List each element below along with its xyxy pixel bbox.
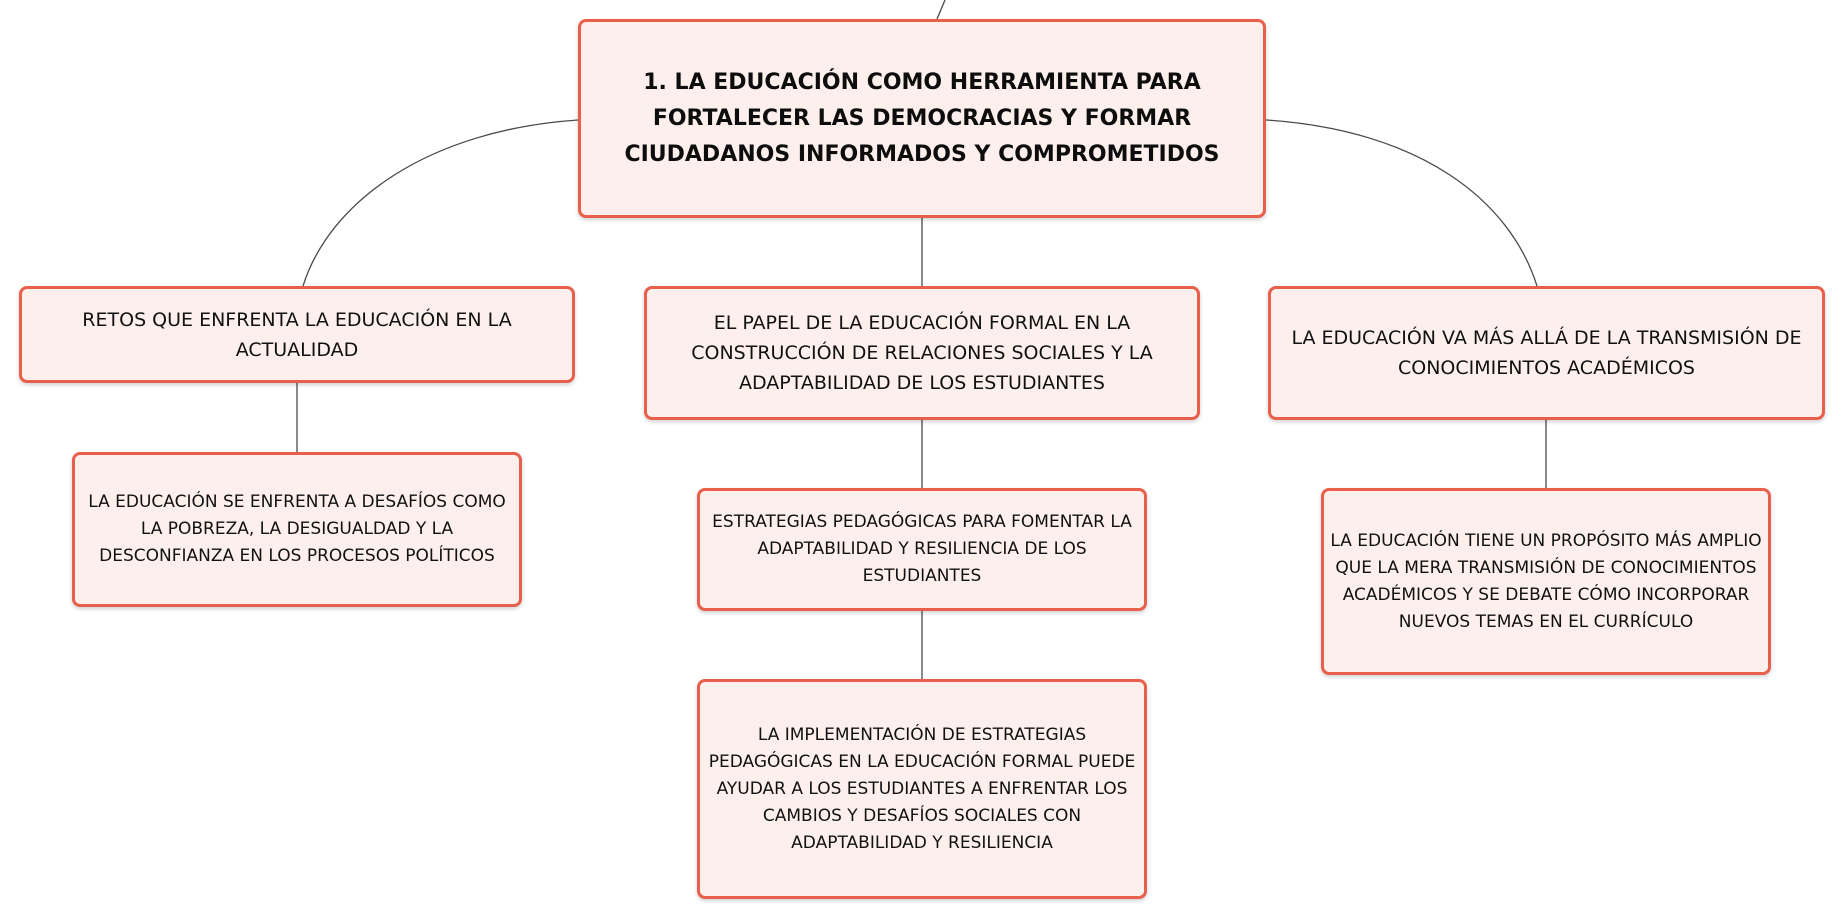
connector-root-parent: [937, 0, 945, 19]
topic-label-papel-educacion-formal: EL PAPEL DE LA EDUCACIÓN FORMAL EN LA CONSTRUCCIÓN DE RELACIONES SOCIALES Y LA ADAPTABILIDAD DE LOS ESTUDIANTES: [691, 312, 1153, 394]
topic-label-retos: RETOS QUE ENFRENTA LA EDUCACIÓN EN LA ACTUALIDAD: [82, 308, 512, 361]
subtopic-node-estrategias[interactable]: [697, 488, 1147, 611]
subtopic-node-proposito[interactable]: [1321, 488, 1771, 675]
central-topic-label: 1. LA EDUCACIÓN COMO HERRAMIENTA PARA FORTALECER LAS DEMOCRACIAS Y FORMAR CIUDADANOS INFORMADOS Y COMPROMETIDOS: [624, 69, 1220, 167]
subtopic-label-desafios: LA EDUCACIÓN SE ENFRENTA A DESAFÍOS COMO LA POBREZA, LA DESIGUALDAD Y LA DESCONFIANZA EN LOS PROCESOS POLÍTICOS: [88, 492, 506, 566]
topic-node-papel-educacion-formal[interactable]: [644, 286, 1200, 420]
subtopic-label-proposito: LA EDUCACIÓN TIENE UN PROPÓSITO MÁS AMPLIO QUE LA MERA TRANSMISIÓN DE CONOCIMIENTOS ACADÉMICOS Y SE DEBATE CÓMO INCORPORAR NUEVOS TEMAS EN EL CURRÍCULO: [1330, 530, 1762, 632]
subtopic-label-estrategias: ESTRATEGIAS PEDAGÓGICAS PARA FOMENTAR LA ADAPTABILIDAD Y RESILIENCIA DE LOS ESTUDIANTES: [712, 512, 1132, 586]
central-topic-node[interactable]: [578, 19, 1266, 218]
subtopic-label-implementacion: LA IMPLEMENTACIÓN DE ESTRATEGIAS PEDAGÓGICAS EN LA EDUCACIÓN FORMAL PUEDE AYUDAR A LOS ESTUDIANTES A ENFRENTAR LOS CAMBIOS Y DESAFÍOS SOCIALES CON ADAPTABILIDAD Y RESILIENCIA: [708, 724, 1136, 853]
connector-root-retos: [303, 120, 578, 286]
connector-root-masalla: [1266, 120, 1537, 286]
subtopic-node-desafios[interactable]: [72, 452, 522, 607]
topic-node-mas-alla-transmision[interactable]: [1268, 286, 1825, 420]
topic-node-retos[interactable]: [19, 286, 575, 383]
topic-label-mas-alla-transmision: LA EDUCACIÓN VA MÁS ALLÁ DE LA TRANSMISIÓN DE CONOCIMIENTOS ACADÉMICOS: [1291, 327, 1802, 379]
subtopic-node-implementacion[interactable]: [697, 679, 1147, 899]
